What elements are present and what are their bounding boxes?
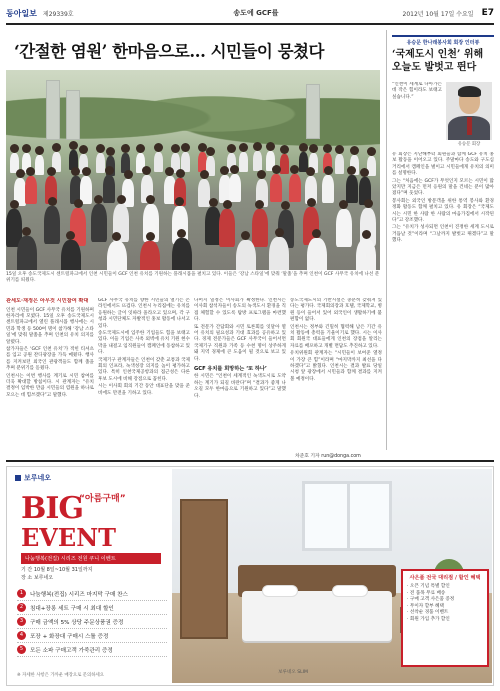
ad-promo-box [401,569,489,667]
bed [242,591,392,641]
article-headline: ‘간절한 염원’ 한마음으로… 시민들이 뭉쳤다 [14,42,324,61]
paragraph: 인천시는 이번 행사를 계기로 시민 참여를 더욱 확대할 방침이다. 시 관계자는 “유치 결정이 임박한 만큼 시민들의 염원을 하나로 모으는 데 힘쓰겠다”고 말했다. [6,373,94,398]
dancer-figure [44,206,60,244]
item-text: 나눔행복(전집) 시리즈 마지막 구매 찬스 [30,591,128,598]
paragraph: 그는 “처음에는 GCF가 무엇인지 모르는 시민이 많았지만 지금은 먼저 응원의 말을 건네는 분이 많아졌다”며 웃었다. [392,178,494,197]
item-text: 구매 금액의 5% 상당 주문상품권 증정 [30,619,124,626]
photo-building [66,90,80,140]
ad-benefit-list [17,587,167,657]
room-window [302,481,392,551]
dancer-figure [280,154,289,174]
dancer-figure [61,240,81,270]
paragraph: 봉사회는 외국인 방문객을 위한 통역 봉사와 환경 정화 활동도 함께 펼치고 있다. 유 회장은 “국제도시는 시민 한 사람 한 사람의 마음가짐에서 시작된다”고 강조했다. [392,198,494,224]
page-header [6,4,494,22]
furniture-advertisement [6,466,494,686]
dancer-figure [335,154,344,174]
newspaper-brand: 동아일보 [6,7,37,18]
item-number: 5 [17,645,26,654]
item-number: 3 [17,617,26,626]
promo-line: · 구매 고객 사은품 증정 [407,597,455,602]
item-number: 4 [17,631,26,640]
paragraph: 유 회장은 지난해부터 회원들과 함께 GCF 유치 홍보 활동을 이어오고 있다. 주말마다 송도와 구도심 거리에서 캠페인을 벌이고 시민들에게 유치의 의미를 설명한다. [392,152,494,177]
publication-date: 2012년 10월 17일 수요일 [402,10,474,18]
dancer-figure [236,240,256,270]
ad-separator [6,460,494,462]
sidebar-title: ‘국제도시 인천’ 위해 오늘도 발벗고 뛴다 [392,49,484,73]
ad-brand [15,473,51,483]
bed-pillow [332,585,368,597]
interviewee-photo [446,82,492,140]
list-item [17,629,167,643]
dancer-figure [17,236,37,270]
sidebar-lead [392,82,442,152]
paragraph: 시는 이사회 회의 기간 동안 대표단을 맞을 준비에도 만전을 기하고 있다. [98,384,190,396]
paragraph: 참가자들은 ‘GCF 인천 유치’가 적힌 티셔츠를 입고 공원 잔디광장을 가득 메웠다. 행사를 지켜보던 외국인 관광객들도 함께 춤을 추며 분위기를 돋웠다. [6,346,94,372]
ad-place: 장 소 보루네오 [21,575,54,581]
photo-hair [458,86,481,97]
photo-building [46,80,60,140]
list-item [17,587,167,601]
dancer-figure [25,176,37,204]
dancer-figure [307,238,327,270]
room-label: 보루네오 SLIM [278,670,309,675]
list-item [17,615,167,629]
interviewee-name: 유승문 회장 [457,142,481,147]
dancer-figure [219,209,235,247]
sidebar-body [392,152,494,452]
dancer-figure [270,174,282,202]
header-rule [6,23,494,25]
paragraph: 나머지 일정은 이사회가 확정한다. 인천시는 이사회 참석자들이 송도의 녹색도시 환경을 직접 체험할 수 있도록 탐방 프로그램을 마련했다. [194,298,286,323]
dancer-figure [252,209,268,247]
paragraph: 송도국제도시의 기반시설은 충분히 갖춰져 있다는 평가다. 국제회의장과 호텔, 국제학교, 병원 등이 들어서 있어 외국인이 생활하기에 불편함이 없다. [290,298,382,323]
item-number: 2 [17,603,26,612]
bed-pillow [262,585,298,597]
article-subhead: 관세도·재정은 아무것 시민참여 확대 [6,298,89,304]
ad-big-text: BIG [21,491,84,526]
paragraph: 송도국제도시에 입주한 기업들도 힘을 보태고 있다. 이들 기업은 사옥 외벽에 유치 기원 현수막을 내걸고 임직원들이 캠페인에 동참하고 있다. [98,331,190,356]
article-column-3 [194,298,286,456]
ad-event-text: EVENT [21,523,117,552]
ad-period: 기 간 10월 8일~10월 31일까지 [21,567,93,573]
dancer-figure [107,241,127,270]
paragraph: “인천이 세계로 나아가는 데 작은 힘이라도 보태고 싶습니다.” [392,82,442,100]
ad-subtitle: 나눔행복(전집) 시리즈 전원 쿠니 이벤트 [21,553,161,564]
dancer-figure [253,151,262,171]
dancer-figure [96,153,105,173]
ad-brand-label: 보루네오 [24,474,52,482]
paragraph: 인천 시민들이 GCF 사무국 유치를 기원하며 한자리에 모였다. 15일 오후 송도국제도시 센트럴파크에서 열린 플래시몹 행사에는 시민과 학생 등 500여 명이 참가해 ‘강남 스타일’에 맞춰 말춤을 추며 인천의 유치 의지를 알렸다. [6,307,94,345]
paragraph: 한 시민은 “인천이 세계적인 녹색도시로 도약하는 계기가 되길 바란다”며 “결과가 좋게 나오길 모두 한마음으로 기원하고 있다”고 말했다. [194,374,286,399]
issue-number: 제29339호 [42,10,74,18]
ad-footer-note: ※ 자세한 사항은 가까운 매장으로 문의하세요 [17,673,105,678]
brand-logo-icon [15,475,21,481]
dancer-figure [289,174,301,202]
item-text: 침대+장롱 세트 구매 시 최대 할인 [30,605,114,612]
promo-line: · 전 품목 무료 배송 [407,590,446,596]
promo-line: · 오픈 기념 특별 할인 [407,584,450,589]
paragraph: 국제기구 관계자들은 인천이 갖춘 교통과 국제회의 인프라, 녹색성장 의지를 높이 평가하고 있다. 특히 인천국제공항과의 접근성은 다른 후보 도시에 비해 강점으로 꼽힌다. [98,357,190,382]
flashmob-photo [6,70,380,270]
dancer-figure [103,175,115,203]
sidebar-kicker: 유승문 한나래봉사회 회장 인터뷰 [392,35,494,46]
photo-tie [467,117,472,135]
photo-caption: 15일 오후 송도국제도시 센트럴파크에서 인천 시민들이 GCF 인천 유치를 기원하는 플래시몹을 펼치고 있다. 이들은 ‘강남 스타일’에 맞춰 ‘말춤’을 추며 인천이 GCF 사무국 유치에 나선 분위기를 띄웠다. [6,272,380,283]
dancer-figure [140,241,160,270]
article-column-4 [290,298,382,448]
promo-line: · 회원 가입 추가 할인 [407,616,450,622]
paragraph: 그는 “유치가 성사되면 인천이 진정한 세계 도시로 거듭날 것”이라며 “그날까지 발벗고 뛰겠다”고 말했다. [392,225,494,244]
paragraph: 또 전문가 간담회와 시민 토론회를 잇달아 열어 유치의 필요성과 기대 효과를 공유하고 있다. 경제 전문가들은 GCF 사무국이 들어서면 국제기구 직원과 가족 등 수천 명이 상주하게 돼 지역 경제에 큰 도움이 될 것으로 보고 있다. [194,324,286,362]
dancer-figure [269,237,289,270]
item-text: 포장 + 화장대 구매시 스툴 증정 [30,633,109,640]
item-number: 1 [17,589,26,598]
dancer-figure [154,152,163,172]
list-item [17,601,167,615]
item-text: 모든 소파 구매고객 가죽관리 증정 [30,647,113,654]
dancer-figure [229,174,241,202]
paragraph: 유치위원회 관계자는 “시민들이 보여준 열정이 가장 큰 힘”이라며 “마지막까지 최선을 다하겠다”고 밝혔다. 인천시는 결과 발표 당일 시청 앞 광장에서 시민들과 함께 결과를 지켜볼 예정이다. [290,351,382,382]
promo-line: · 무이자 할부 혜택 [407,603,444,609]
dancer-figure [35,155,44,175]
dancer-figure [91,204,107,242]
ad-tagline: “아름구매” [79,494,126,504]
article-column-2 [98,298,190,456]
paragraph: 인천시는 정부와 긴밀히 협력해 남은 기간 유치 활동에 총력을 기울이기로 했다. 시는 이사회 회원국 대표들에게 인천의 장점을 알리는 자료를 배포하고 개별 면담도 추진하고 있다. [290,324,382,349]
dancer-figure [356,239,376,270]
photo-trees [6,70,380,150]
promo-box-title: 사은품 전국 대리점 / 할인 혜택 [409,575,481,581]
section-title: 송도에 GCF를 [233,9,279,17]
photo-crowd [6,140,380,270]
promo-line: · 선착순 경품 이벤트 [407,610,449,615]
dancer-figure [346,175,358,203]
list-item [17,643,167,657]
paragraph: GCF 사무국 유치를 향한 시민들의 열기는 온라인에서도 뜨겁다. 인천시 누리집에는 유치를 응원하는 글이 잇따라 올라오고 있으며, 각 구청과 시민단체도 자발적인 홍보 활동에 나서고 있다. [98,298,190,329]
room-wardrobe [180,499,228,639]
dancer-figure [322,175,334,203]
dancer-figure [239,152,248,172]
page-number: E7 [481,8,494,18]
article-column-1 [6,298,94,456]
article-byline: 차준호 기자 run@donga.com [295,454,361,459]
dancer-figure [336,209,352,247]
sidebar-divider [386,30,387,450]
article-subhead-2: GCF 유치를 희망하는 ‘또 하나’ [194,366,267,373]
dancer-figure [172,238,192,270]
photo-building [306,84,320,139]
